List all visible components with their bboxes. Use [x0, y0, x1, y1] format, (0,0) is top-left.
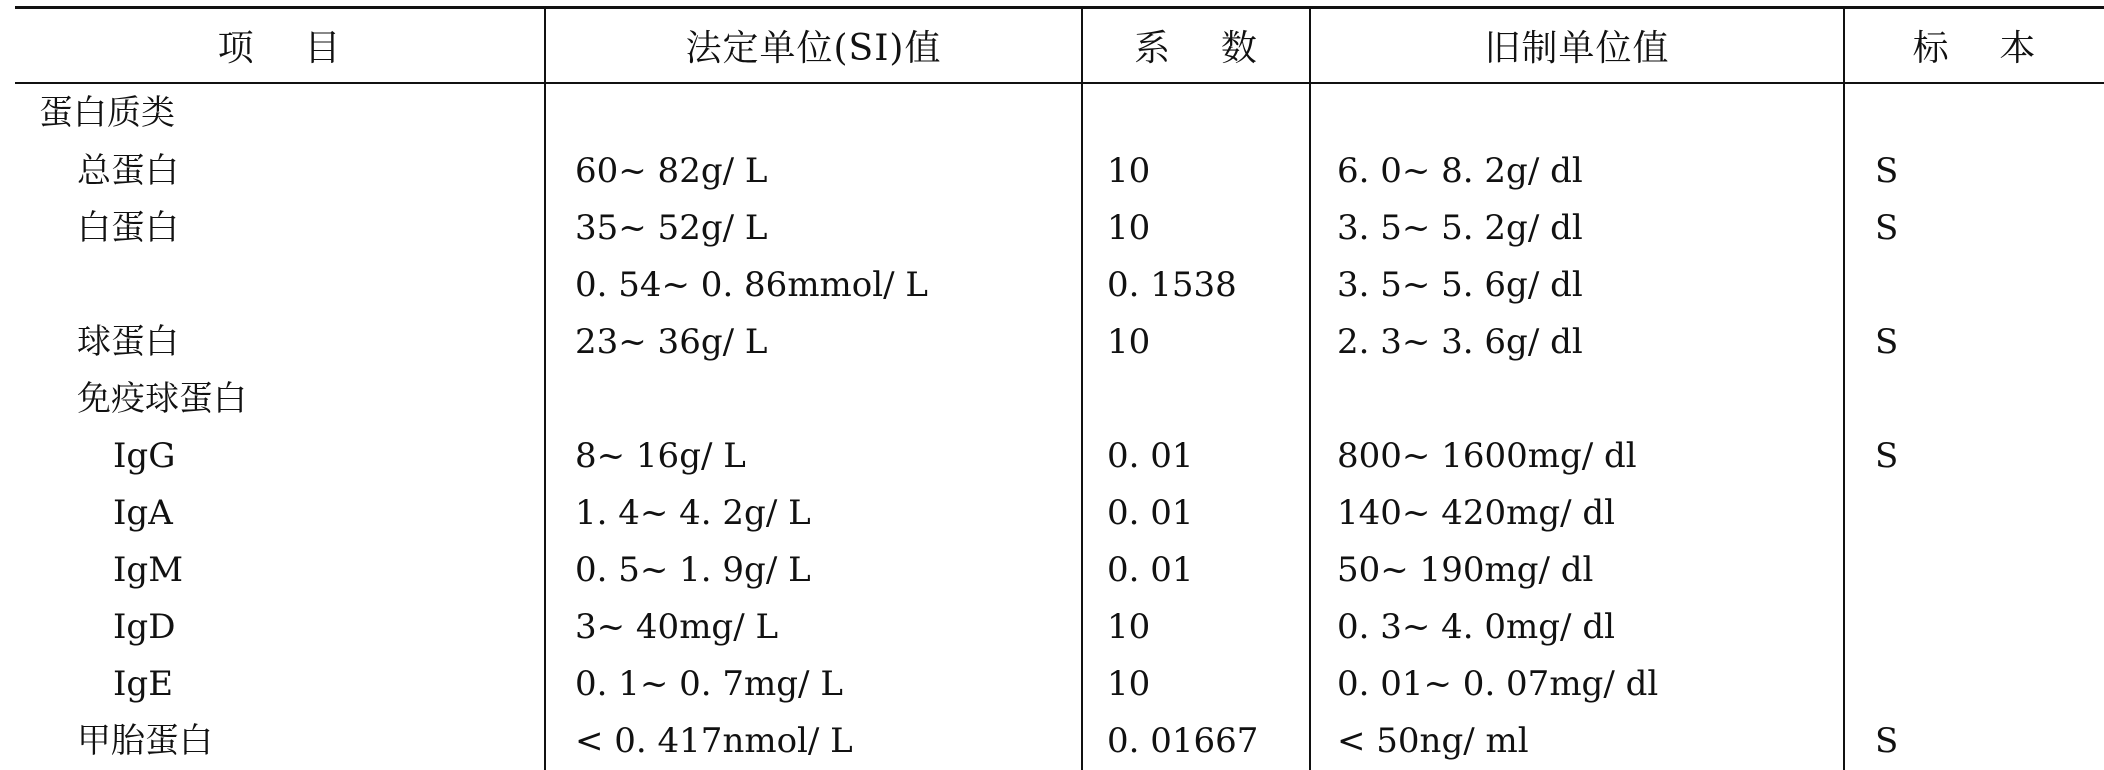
- old-value-cell: < 50ng/ ml: [1310, 713, 1844, 770]
- table-row: [15, 713, 2104, 770]
- si-value-cell: < 0. 417nmol/ L: [545, 713, 1082, 770]
- si-value-cell: [545, 83, 1082, 143]
- item-cell: 白蛋白: [77, 208, 179, 248]
- item-cell: IgE: [113, 664, 174, 704]
- si-value-cell: 3~ 40mg/ L: [545, 599, 1082, 656]
- si-value-cell: 0. 54~ 0. 86mmol/ L: [545, 257, 1082, 314]
- table-row: [15, 371, 2104, 428]
- specimen-cell: S: [1844, 200, 2104, 257]
- item-cell: IgG: [113, 436, 176, 476]
- table-row: [15, 485, 2104, 542]
- item-cell: 总蛋白: [77, 151, 179, 191]
- old-value-cell: 0. 3~ 4. 0mg/ dl: [1310, 599, 1844, 656]
- old-value-cell: 0. 01~ 0. 07mg/ dl: [1310, 656, 1844, 713]
- si-value-cell: 8~ 16g/ L: [545, 428, 1082, 485]
- old-value-cell: 140~ 420mg/ dl: [1310, 485, 1844, 542]
- si-value-cell: 35~ 52g/ L: [545, 200, 1082, 257]
- old-value-cell: [1310, 371, 1844, 428]
- header-item: 项 目: [15, 8, 545, 83]
- table-row: [15, 599, 2104, 656]
- si-value-cell: 1. 4~ 4. 2g/ L: [545, 485, 1082, 542]
- specimen-cell: [1844, 257, 2104, 314]
- specimen-cell: [1844, 371, 2104, 428]
- table-row: [15, 314, 2104, 371]
- si-value-cell: [545, 371, 1082, 428]
- table-row: [15, 83, 2104, 143]
- table-row: [15, 656, 2104, 713]
- specimen-cell: S: [1844, 143, 2104, 200]
- header-coefficient: 系 数: [1082, 8, 1310, 83]
- header-specimen: 标 本: [1844, 8, 2104, 83]
- coefficient-cell: 0. 01: [1082, 485, 1310, 542]
- specimen-cell: S: [1844, 314, 2104, 371]
- coefficient-cell: 0. 01: [1082, 542, 1310, 599]
- item-cell: [15, 257, 545, 314]
- old-value-cell: 6. 0~ 8. 2g/ dl: [1310, 143, 1844, 200]
- table-row: [15, 428, 2104, 485]
- header-old-value: 旧制单位值: [1310, 8, 1844, 83]
- table-row: [15, 542, 2104, 599]
- si-value-cell: 60~ 82g/ L: [545, 143, 1082, 200]
- item-cell: 甲胎蛋白: [77, 721, 213, 761]
- old-value-cell: [1310, 83, 1844, 143]
- specimen-cell: [1844, 599, 2104, 656]
- header-si-value: 法定单位(SI)值: [545, 8, 1082, 83]
- coefficient-cell: 0. 1538: [1082, 257, 1310, 314]
- specimen-cell: S: [1844, 713, 2104, 770]
- coefficient-cell: 10: [1082, 200, 1310, 257]
- item-cell: 球蛋白: [77, 322, 179, 362]
- old-value-cell: 800~ 1600mg/ dl: [1310, 428, 1844, 485]
- old-value-cell: 2. 3~ 3. 6g/ dl: [1310, 314, 1844, 371]
- table-body: [15, 83, 2104, 770]
- specimen-cell: S: [1844, 428, 2104, 485]
- old-value-cell: 3. 5~ 5. 2g/ dl: [1310, 200, 1844, 257]
- item-cell: IgM: [113, 550, 184, 590]
- specimen-cell: [1844, 83, 2104, 143]
- old-value-cell: 50~ 190mg/ dl: [1310, 542, 1844, 599]
- coefficient-cell: 0. 01: [1082, 428, 1310, 485]
- coefficient-cell: [1082, 371, 1310, 428]
- item-cell: 免疫球蛋白: [77, 379, 247, 419]
- coefficient-cell: 0. 01667: [1082, 713, 1310, 770]
- table-row: [15, 200, 2104, 257]
- old-value-cell: 3. 5~ 5. 6g/ dl: [1310, 257, 1844, 314]
- table-row: [15, 143, 2104, 200]
- reference-values-table: [15, 6, 2104, 770]
- table-row: [15, 257, 2104, 314]
- item-cell: IgA: [113, 493, 173, 533]
- item-cell: 蛋白质类: [39, 93, 175, 133]
- item-cell: IgD: [113, 607, 176, 647]
- coefficient-cell: 10: [1082, 314, 1310, 371]
- coefficient-cell: [1082, 83, 1310, 143]
- header-row: [15, 8, 2104, 83]
- coefficient-cell: 10: [1082, 599, 1310, 656]
- coefficient-cell: 10: [1082, 656, 1310, 713]
- si-value-cell: 0. 1~ 0. 7mg/ L: [545, 656, 1082, 713]
- specimen-cell: [1844, 542, 2104, 599]
- si-value-cell: 23~ 36g/ L: [545, 314, 1082, 371]
- coefficient-cell: 10: [1082, 143, 1310, 200]
- table-header: [15, 8, 2104, 83]
- si-value-cell: 0. 5~ 1. 9g/ L: [545, 542, 1082, 599]
- specimen-cell: [1844, 485, 2104, 542]
- specimen-cell: [1844, 656, 2104, 713]
